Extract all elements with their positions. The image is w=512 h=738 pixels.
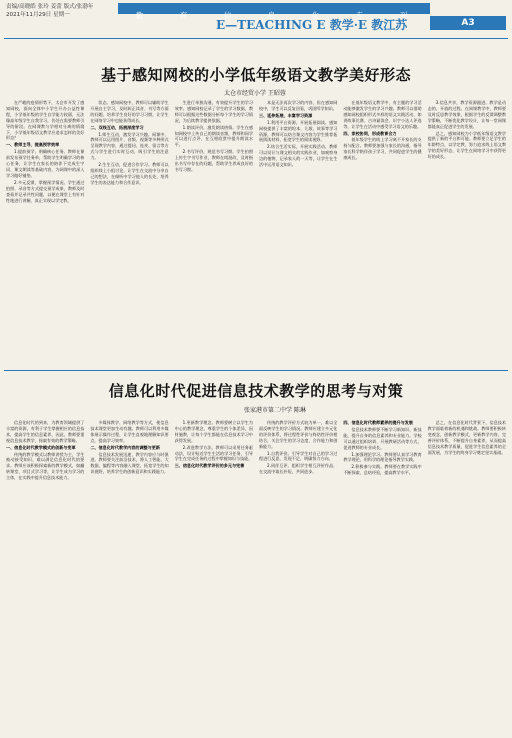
article2-column [259,420,337,732]
strip-char: 信 [223,11,233,20]
strip-char: 教 [135,11,145,20]
paragraph: 本是无法再次学习的内容，但在感知网校中，学生可以反复回看，巩固所学知识。 [258,100,338,111]
paragraph: 1.利用平台资源，开展拓展阅读。感知网校提供了丰富的绘本、儿歌、故事等学习资源，教师可以结合课文内容为学生推荐拓展阅读材料，拓宽学生的阅读视野。 [258,119,338,143]
paragraph: 1.更新教学理念。教师要树立以学生为中心的教学理念，尊重学生的个体差异，因材施教，让每个学生都能在信息技术学习中获得发展。 [174,420,253,443]
section-heading: 二、信息化时代教学内容的调整与更新 [90,444,160,450]
paragraph: 总之，感知网校为小学低年级语文教学提供了新的平台和可能。教师要立足学生的年龄特点，以学定教，努力追求线上语文教学的美好形态，让学生在网络学习中获得更好的成长。 [427,130,506,160]
paragraph: 2.同伴互评。组织学生相互评价作品，在交流中取长补短，共同进步。 [258,463,338,475]
paragraph: 2.书写评价，规范书写习惯。学生拍照上传生字书写作业，教师在线批改，及时指出书写中存在的问题，帮助学生养成良好的书写习惯。 [174,149,253,172]
paragraph: 1.加强理论学习。教师要认真学习教育教学理论，用科学的理论指导教学实践。 [343,451,422,463]
paragraph: 传统的教学模式以教师讲授为主，学生被动接受知识，难以满足信息化时代的要求。教师应该积极探索新的教学模式，如翻转课堂、项目式学习等，让学生成为学习的主体，在实践中提升信息技术能力。 [6,451,85,481]
strip-char: 刊 [399,11,409,20]
paragraph: 2.结合生活实际，开展实践活动。教师可以设计与课文相关的实践作业，如观察身边的植物、记录家人的一天等，让学生在生活中运用语文知识。 [258,144,338,168]
article1-column [90,100,168,362]
article1-byline: 太仓市经贸小学 王昭蓉 [224,90,286,97]
header-divider [4,38,508,39]
section-heading: 三、延伸拓展，丰富学习资源 [258,112,313,118]
paragraph: 3.信息共享，教学资源跟进。教学是动态的、开放的过程。在网课教学中，教师要及时反思教学效果，根据学生的反馈调整教学策略，不断优化教学设计，让每一堂网课都能真正促进学生的发展。 [427,100,506,129]
paragraph: 1.提前预学，明确核心任务。教师在课前发布预学任务单，帮助学生明确学习的核心任务，让学生在家长的陪伴下完成生字词、课文朗读等基础内容，为网课中的深入学习做好铺垫。 [6,149,85,178]
editor-line: 责编/高晓皓 张玲 姜蕾 版式/张渤年 [6,4,94,10]
article1-body [6,100,506,362]
article2-column [6,420,84,732]
article2-column [343,420,421,732]
paragraph: 1.师生互动，激发学习兴趣。网课中，教师可以运用图片、音频、视频等多种形式呈现教学内容，通过提问、连麦、留言等方式与学生进行实时互动，吸引学生的注意力。 [90,131,169,161]
paragraph: 状态。感知网校中，教师可以辅助学生开展自主学习，及时纠正读音、书写等方面的问题，培养学生良好的学习习惯，让学生在网络学习中也能获得成长。 [90,100,169,123]
paragraph: 在严峻的疫情形势下，太仓市开发了感知网校，面向全体中小学生开办公益性课程，小学低年级的学生自学能力较弱，无法像高年级学生自我学习，仍处在需要教师引导的阶段。在网课教与学相对分离的情境下，小学低年级语文教学应追求怎样的美好形态？ [6,100,85,141]
article1-column [343,100,421,362]
section-heading: 三、信息化时代教学评价的多元与完善 [174,463,245,469]
section-heading: 一、信息化时代教学模式的创新与变革 [6,444,76,450]
strip-char: 息 [267,11,277,20]
paragraph: 2.多元反馈，掌握预学情况。学生通过拍照、录音等方式提交预学成果，教师及时查看并记录共性问题，以便在课堂上有针对性地进行讲解，真正实现以学定教。 [6,179,85,203]
article2-byline: 张家港市第二中学 陈琳 [244,407,306,414]
article1-title: 基于感知网校的小学低年级语文教学美好形态 [100,66,411,84]
article2-body [6,420,506,732]
paragraph: 2.积极参与实践。教师要在教学实践中不断探索、总结经验，提高教学水平。 [343,464,422,476]
paragraph: 信息化时代的到来，为教育领域提供了丰富的资源，有利于学生掌握相应的信息技术，提高学生的信息素养，因此，教师要重视信息技术教学，探索有效的教学策略。 [6,420,85,443]
page-header [0,0,512,40]
paragraph: 1.朗读评价，激发朗读热情。学生在感知网校中上传自己的朗读音频，教师和同学可以进行点评，在互相欣赏中提升朗读水平。 [174,124,253,148]
article1-column [175,100,253,362]
paragraph: 2.生生互动，促进合作学习。教师可以组织线上小组讨论，让学生在交流中分享自己的想法，在倾听中学习他人的长处，培养学生的表达能力和合作意识。 [90,162,169,185]
paragraph: 生进行单独沟通，有效提升学生的学习效率。感知网校记录了学生的学习数据，教师可以根据这些数据分析每个学生的学习情况，为后续教学提供依据。 [174,100,253,123]
page-number-tag: A3 [430,16,506,30]
paragraph: 低年级学生的线上学习离不开家长的支持与配合。教师要加强与家长的沟通，指导家长科学陪伴孩子学习，共同促进学生的健康成长。 [343,137,422,161]
paragraph: 2.改进教学方法。教师可以采用任务驱动法，设计贴近学生生活的学习任务，引导学生在完成任务的过程中掌握知识与技能。 [174,444,253,462]
article2-title: 信息化时代促进信息技术教学的思考与对策 [108,382,404,400]
section-heading: 四、信息化时代教师素养的提升与发展 [343,420,413,425]
article1-column [259,100,337,362]
paragraph: 总之，在信息化时代背景下，信息技术教学面临着新的机遇和挑战。教师要积极转变观念，创新教学模式，更新教学内容，完善评价体系，不断提升自身素养，从而提高信息技术教学质量，促进学生信息素养的全面发展，为学生的终身学习奠定坚实基础。 [427,420,506,455]
strip-char: 化 [311,11,321,20]
paragraph: 1.自我评价。引导学生对自己的学习过程进行反思，发现不足，明确努力方向。 [258,450,338,462]
article-divider [4,370,508,371]
masthead-meta [6,4,93,19]
article2-column [175,420,253,732]
paragraph: 传统的教学评价方式较为单一，难以全面反映学生的学习情况。教师应建立多元化的评价体系，将过程性评价与终结性评价相结合，关注学生的学习态度、合作能力和创新能力。 [258,420,338,449]
paragraph: 多媒体教学、网络教学等方式，使信息技术课堂更加生动有趣。教师可以利用多媒体展示操作过程，让学生直观地理解知识要点，提高学习效率。 [90,420,169,443]
brand-logo: E—TEACHING E 教学·E 教江苏 [216,18,408,32]
article2-column [90,420,168,732]
section-heading: 四、家校协同，形成教育合力 [343,130,397,136]
section-heading: 一、教师主导，提高预学效率 [6,142,60,148]
strip-char: 育 [179,11,189,20]
section-heading: 二、双线互动，拓展深度学习 [90,124,144,130]
article2-column [428,420,506,732]
article1-column [428,100,506,362]
date-line: 2021年11月29日 星期一 [6,11,70,18]
section-strip [118,3,430,20]
paragraph: 信息技术教师要不断学习新知识、新技能，提升自身的信息素养和专业能力。学校可以通过组织培训、开展教研活动等方式，促进教师的专业成长。 [343,426,422,450]
paragraph: 在低年级语文教学中，有主题的学习活动能够激发学生的学习兴趣。教师可以借助感知网校组织形式多样的语文实践活动，如讲故事比赛、古诗诵读会、识字小达人评选等，让学生在活动中感受学习语文的乐趣。 [343,100,422,129]
article1-column [6,100,84,362]
paragraph: 信息技术发展迅速，教学内容应与时俱进。教师要关注前沿技术，将人工智能、大数据、编程等内容融入课堂，拓宽学生的知识视野，培养学生的创新意识和实践能力。 [90,451,169,475]
strip-char: 专 [355,11,365,20]
